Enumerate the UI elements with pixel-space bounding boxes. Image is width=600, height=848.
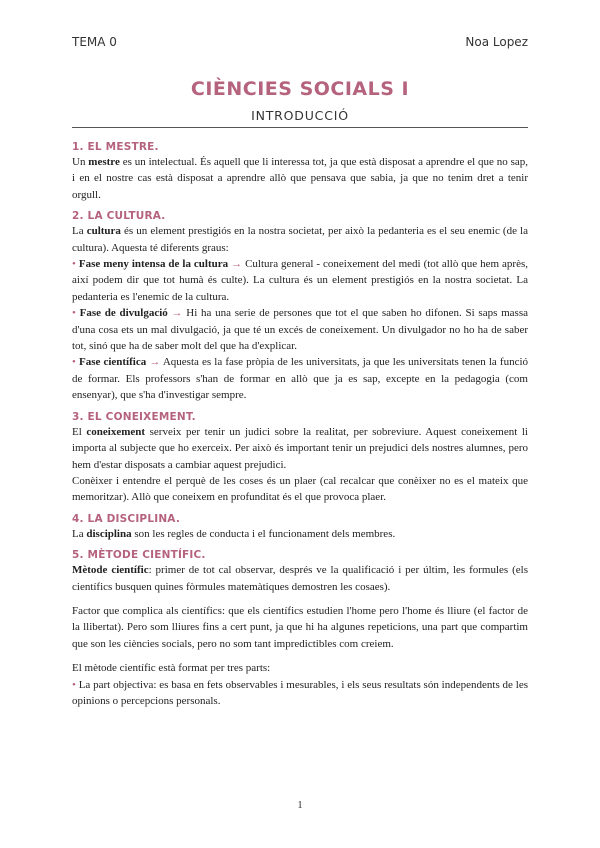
section-heading-disciplina: 4. LA DISCIPLINA. — [72, 512, 181, 525]
list-item-cultura-2: • Fase de divulgació → Hi ha una serie de persones que tot el que saben ho difonen. Si saps massa d'una cosa ets un mal divulgació, ja que té un excés de coneixement. Un divulgador no ho ha de saber tot, sinó que ha de saber molt del que ha d'explicar. — [72, 307, 529, 353]
header-author: Noa Lopez — [465, 35, 528, 49]
paragraph-metode-2: Factor que complica als científics: que els científics estudien l'home pero l'home és lliure (el factor de la llibertat). Pero som lliures fins a cert punt, ja que hi ha algunes repeticions, una part que compartim que son les ciències socials, pero no som tant impredictibles com creiem. — [72, 604, 528, 650]
term-coneixement: coneixement — [86, 425, 146, 438]
section-heading-coneixement: 3. EL CONEIXEMENT. — [72, 410, 196, 423]
term-cultura: cultura — [86, 225, 121, 238]
section-heading-mestre: 1. EL MESTRE. — [72, 141, 159, 153]
term-mestre: mestre — [88, 156, 120, 168]
section-heading-metode: 5. MÈTODE CIENTÍFIC. — [72, 549, 206, 562]
paragraph-cultura: La cultura és un element prestigiós en la nostra societat, per això la pedanteria es el seu enemic (de la cultura). Aquesta té diferents graus: — [72, 225, 528, 254]
bullet-icon: • — [72, 258, 76, 271]
title-divider — [72, 127, 528, 128]
paragraph-metode-1: Mètode científic: primer de tot cal observar, després ve la qualificació i per últim, les formules (els científics busquen quines fòrmules matemàtiques demostren les cosaes). — [72, 564, 528, 593]
paragraph-coneixement-2: Conèixer i entendre el perquè de les coses és un plaer (cal recalcar que conèixer no es el mateix que memoritzar). Allò que coneixem en profunditat és el que provoca plaer. — [72, 474, 528, 504]
arrow-right-icon: → — [231, 258, 243, 271]
section-heading-cultura: 2. LA CULTURA. — [72, 210, 166, 223]
list-item-cultura-3: • Fase científica → Aquesta es la fase pròpia de les universitats, ja que les universitats tenen la funció de formar. Els professors s'han de formar en allò que ja es sap, excepte en la pedagogia (com ensenyar), que s'ha d'investigar sempre. — [72, 356, 529, 402]
page-title: CIÈNCIES SOCIALS I — [190, 78, 410, 100]
paragraph-metode-3: El mètode científic està format per tres parts: — [72, 662, 271, 675]
bullet-icon: • — [72, 356, 76, 369]
term-disciplina: disciplina — [86, 527, 132, 540]
arrow-right-icon: → — [171, 307, 183, 320]
arrow-right-icon: → — [149, 356, 161, 369]
document-body — [72, 140, 528, 709]
term-metode: Mètode científic — [72, 564, 149, 577]
bullet-icon: • — [72, 678, 76, 691]
bullet-icon: • — [72, 307, 76, 320]
list-item-metode-1: • La part objectiva: es basa en fets observables i mesurables, i els seus resultats són independents de les opinions o percepcions personals. — [72, 678, 528, 707]
paragraph-coneixement-1: El coneixement serveix per tenir un judici sobre la realitat, per sobreviure. Aquest coneixement li importa al subjecte que ho exerceix. Per això és important tenir un prejudici dels nostres alumnes, pero hem d'estar disposats a cambiar aquest prejudici. — [72, 425, 528, 471]
list-item-cultura-1: • Fase meny intensa de la cultura → Cultura general - coneixement del medi (tot allò que hem après, així podem dir que tot humà és culte). La cultura és un element prestigiós en la nostra societat. La pedanteria es l'enemic de la cultura. — [72, 258, 529, 303]
page-subtitle: INTRODUCCIÓ — [251, 108, 349, 123]
paragraph-disciplina: La disciplina son les regles de conducta i el funcionament dels membres. — [72, 527, 396, 540]
paragraph-mestre: Un mestre es un intelectual. És aquell que li interessa tot, ja que està disposat a aprendre el que no sap, i en el nostre cas està disposat a aprendre allò que pensava que sabia, ja que no tenim dret a tenir orgull. — [72, 156, 528, 201]
header-topic: TEMA 0 — [72, 35, 117, 49]
page-number: 1 — [297, 799, 303, 811]
